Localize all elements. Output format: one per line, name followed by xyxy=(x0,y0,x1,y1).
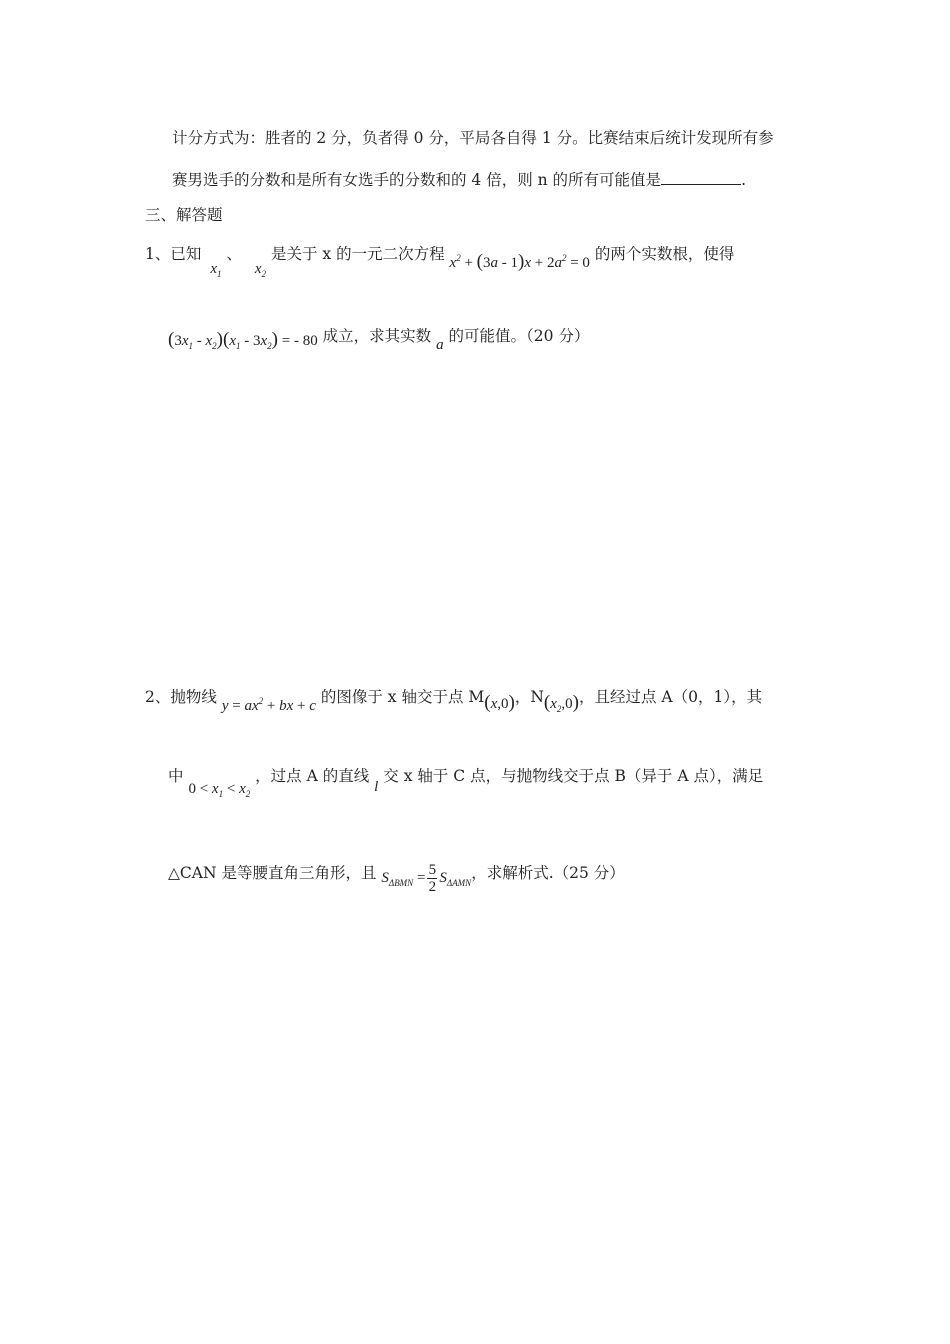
q2-line-3 xyxy=(168,858,625,895)
q2-point-n: $(x_2,0)$ xyxy=(543,692,579,714)
q2-point-m: (x,0) xyxy=(484,692,515,713)
q2-line3-end: ，求解析式.（25 分） xyxy=(471,863,625,882)
q1-prefix: 1、已知 xyxy=(145,245,202,263)
q1-line-1 xyxy=(145,240,735,279)
q1-text-b: 的两个实数根，使得 xyxy=(594,245,735,263)
q2-line2-end: 交 x 轴于 C 点，与抛物线交于点 B（异于 A 点），满足 xyxy=(383,767,764,785)
section-heading-text: 三、解答题 xyxy=(145,206,223,224)
q2-text-b: ，N xyxy=(514,688,544,706)
answer-blank xyxy=(661,170,741,185)
q2-inequality: $0 < x_1 < x_2$ xyxy=(188,781,251,799)
q2-line-l: l xyxy=(374,779,379,795)
q1-root-x2: $x_2$ xyxy=(254,261,267,279)
previous-question-end: . xyxy=(741,171,746,189)
previous-question-text-2: 赛男选手的分数和是所有女选手的分数和的 4 倍，则 n 的所有可能值是 xyxy=(172,171,662,189)
q2-line2-start: 中 xyxy=(168,767,184,785)
q1-text-d: 的可能值。（20 分） xyxy=(448,327,590,345)
q1-separator: 、 xyxy=(226,245,242,263)
q2-parabola-equation: $y = ax^2$ + bx + c xyxy=(221,696,316,714)
q2-line-2 xyxy=(168,766,764,799)
q1-text-a: 是关于 x 的一元二次方程 xyxy=(270,245,445,263)
section-heading xyxy=(145,205,223,225)
q1-variable-a: a xyxy=(436,337,444,353)
q1-root-x1: $x_1$ xyxy=(210,261,222,279)
q1-line-2 xyxy=(168,326,589,352)
q1-quadratic-equation: $x^2 + (3a - 1)x + 2a^2 = 0$ xyxy=(449,251,590,272)
q1-product-condition: $(3x_1 - x_2)(x_1 - 3x_2)$ = - 80 xyxy=(168,329,318,351)
fraction-five-halves: $\frac{5}{2}$ xyxy=(428,862,437,895)
q2-line3-start: △CAN 是等腰直角三角形，且 xyxy=(168,863,377,882)
q2-text-a: 的图像于 x 轴交于点 M xyxy=(320,688,485,706)
q2-prefix: 2、抛物线 xyxy=(145,688,217,706)
q2-line-1 xyxy=(145,683,762,713)
q2-text-c: ，且经过点 A（0，1），其 xyxy=(578,688,763,706)
q2-line2-mid: ，过点 A 的直线 xyxy=(255,767,370,785)
previous-question-line-2 xyxy=(172,170,746,190)
q1-text-c: 成立，求其实数 xyxy=(322,327,432,345)
previous-question-text-1: 计分方式为：胜者的 2 分，负者得 0 分，平局各自得 1 分。比赛结束后统计发现所有参 xyxy=(172,129,774,147)
previous-question-line-1 xyxy=(172,128,774,148)
q2-area-relation: $S_{\Delta BMN}$ = $\frac{5}{2}$ $S_{\Delta AMN}$ xyxy=(381,862,472,895)
